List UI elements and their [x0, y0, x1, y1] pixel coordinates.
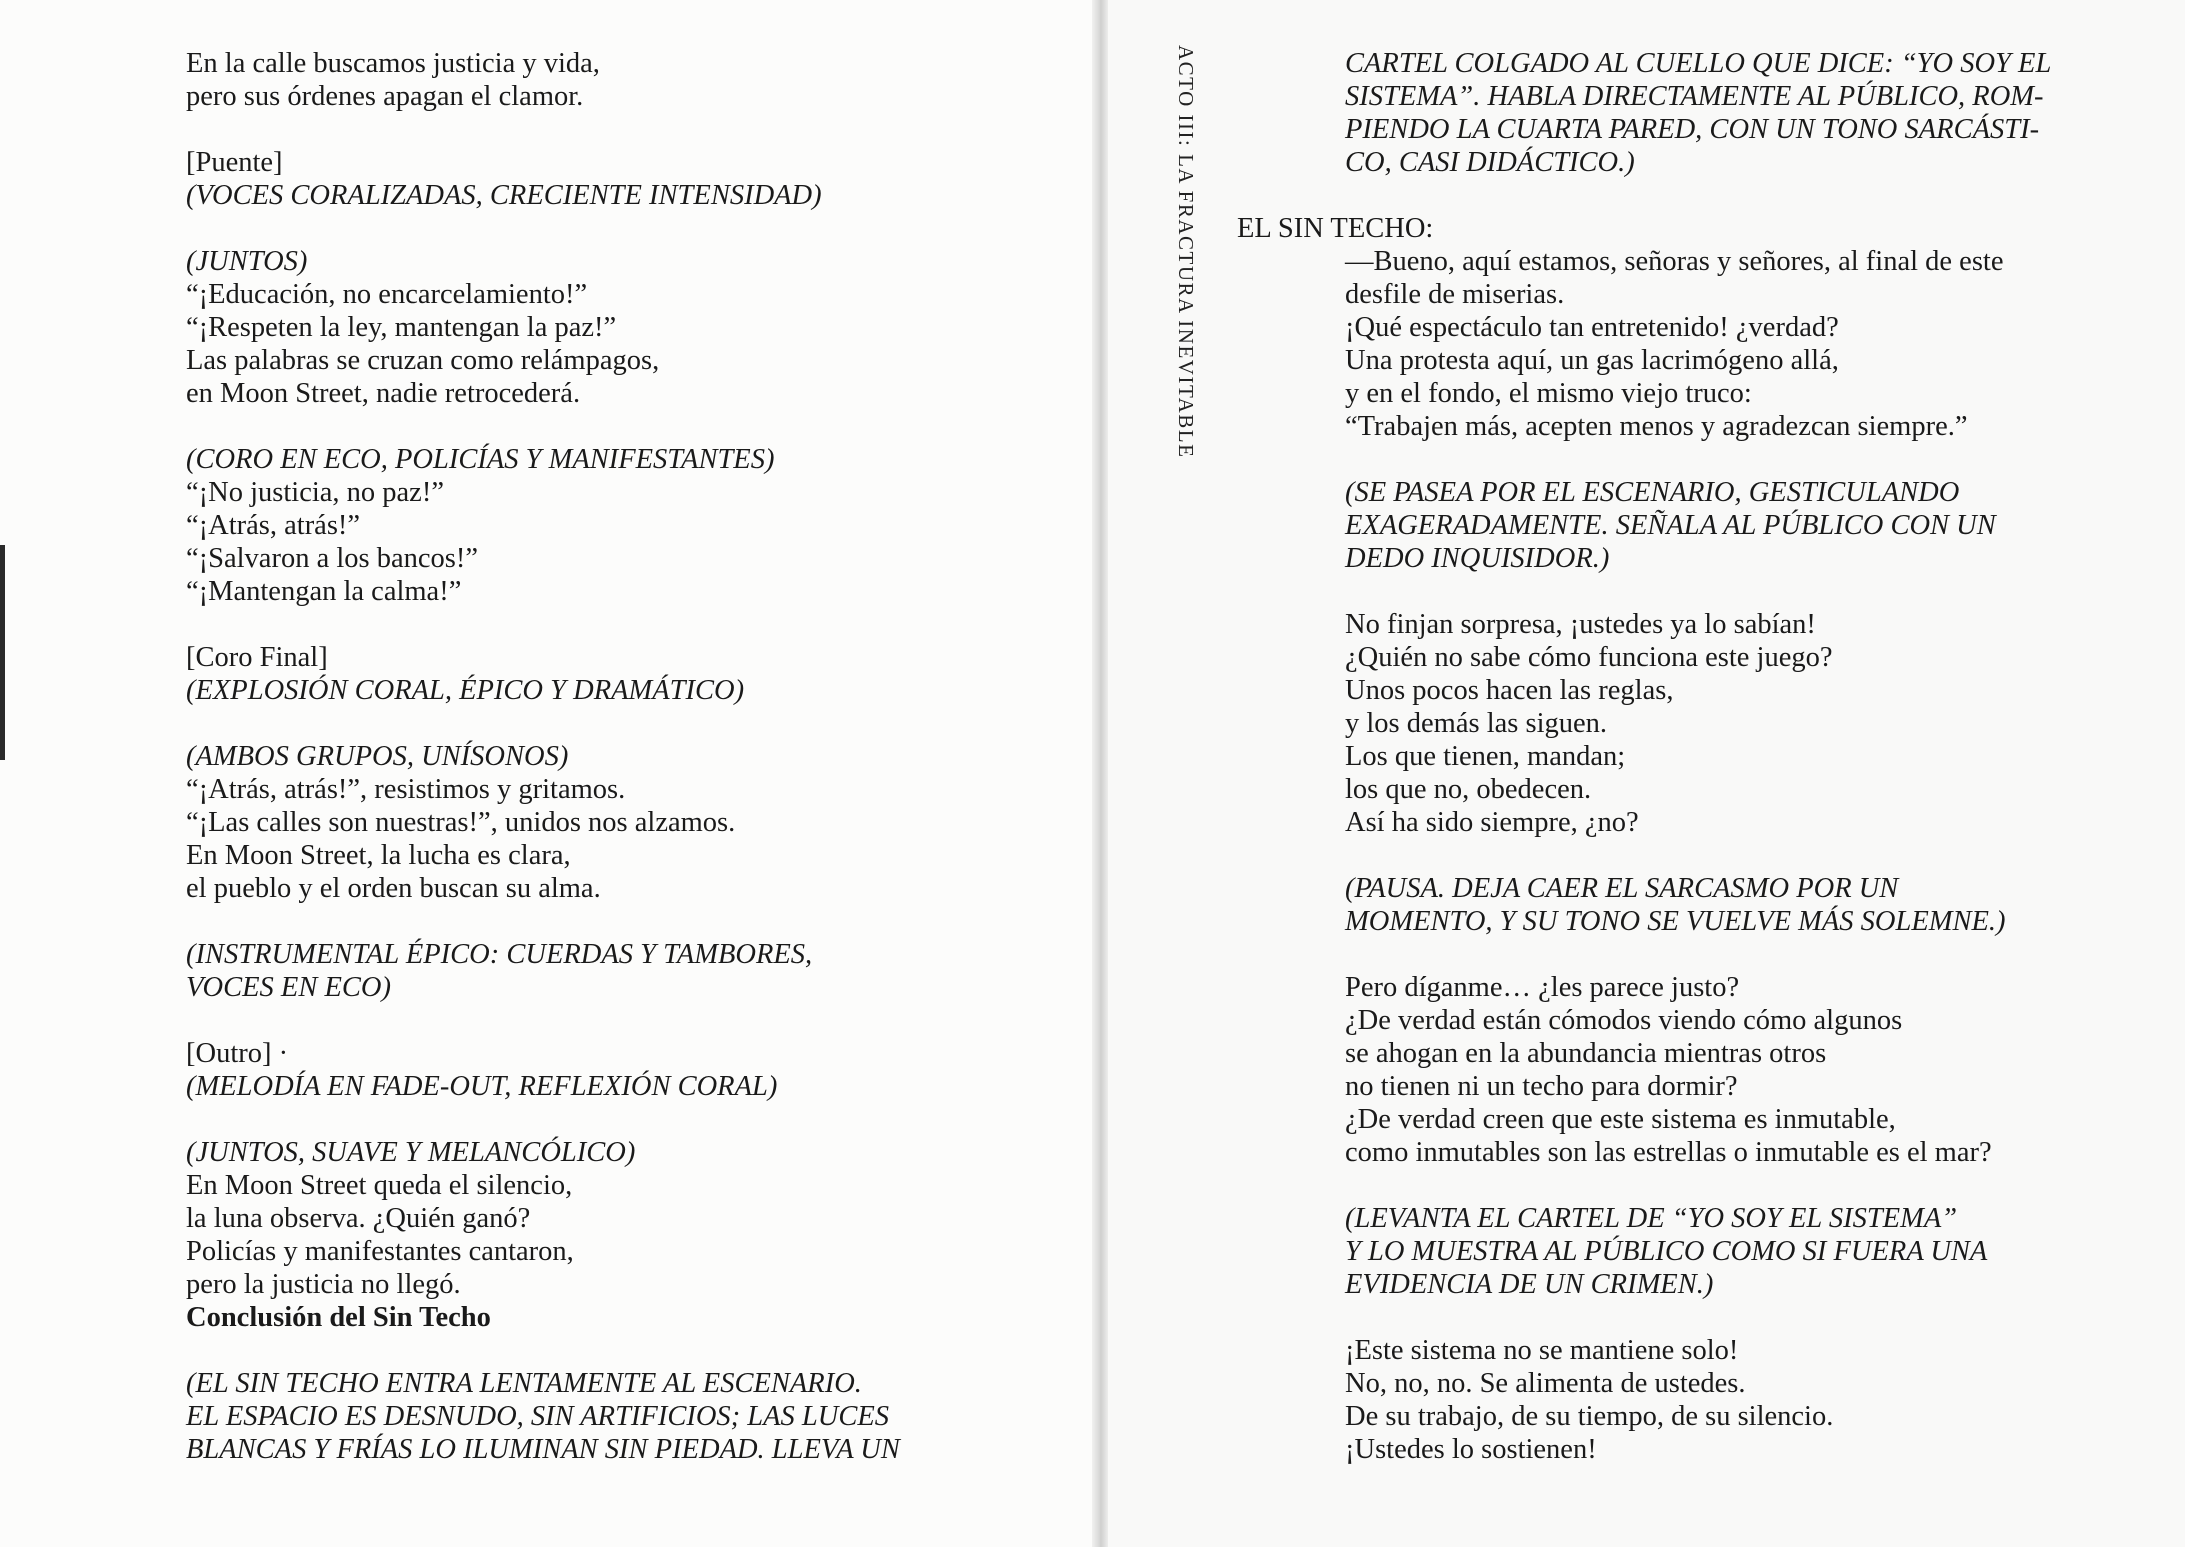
right-verse-line: no tienen ni un techo para dormir? [1345, 1071, 1738, 1102]
left-verse-line: En Moon Street, la lucha es clara, [186, 840, 571, 871]
left-stage-direction-line: (JUNTOS) [186, 246, 308, 277]
right-verse-line: los que no, obedecen. [1345, 774, 1592, 805]
left-stage-direction-line: EL ESPACIO ES DESNUDO, SIN ARTIFICIOS; LAS LUCES [186, 1401, 890, 1432]
stanza-gap [1345, 938, 2135, 971]
left-text-column [186, 47, 1046, 1466]
left-section-heading: Conclusión del Sin Techo [186, 1302, 491, 1333]
left-verse-line: [Puente] [186, 147, 283, 178]
left-stage-direction-line: (INSTRUMENTAL ÉPICO: CUERDAS Y TAMBORES, [186, 939, 813, 970]
stanza-gap [186, 1004, 1046, 1037]
right-verse-line: ¿Quién no sabe cómo funciona este juego? [1345, 642, 1833, 673]
left-verse-line: “¡No justicia, no paz!” [186, 477, 444, 508]
right-verse-line: ¡Ustedes lo sostienen! [1345, 1434, 1597, 1465]
left-stage-direction-line: VOCES EN ECO) [186, 972, 391, 1003]
left-verse-line: “¡Educación, no encarcelamiento!” [186, 279, 588, 310]
right-stage-direction-line: Y LO MUESTRA AL PÚBLICO COMO SI FUERA UNA [1345, 1236, 1988, 1267]
right-verse-line: Los que tienen, mandan; [1345, 741, 1626, 772]
right-verse-line: De su trabajo, de su tiempo, de su silencio. [1345, 1401, 1834, 1432]
right-verse-line: y los demás las siguen. [1345, 708, 1608, 739]
stanza-gap [1345, 179, 2135, 212]
left-stage-direction-line: (AMBOS GRUPOS, UNÍSONOS) [186, 741, 569, 772]
stanza-gap [186, 608, 1046, 641]
left-verse-line: pero la justicia no llegó. [186, 1269, 461, 1300]
left-verse-line: “¡Respeten la ley, mantengan la paz!” [186, 312, 617, 343]
stanza-gap [186, 707, 1046, 740]
stanza-gap [186, 113, 1046, 146]
left-verse-line: “¡Salvaron a los bancos!” [186, 543, 479, 574]
left-verse-line: En Moon Street queda el silencio, [186, 1170, 573, 1201]
right-verse-line: se ahogan en la abundancia mientras otros [1345, 1038, 1827, 1069]
right-verse-line: —Bueno, aquí estamos, señoras y señores, al final de este [1345, 246, 2004, 277]
right-stage-direction-line: (SE PASEA POR EL ESCENARIO, GESTICULANDO [1345, 477, 1960, 508]
right-verse-line: No finjan sorpresa, ¡ustedes ya lo sabían! [1345, 609, 1816, 640]
right-verse-line: desfile de miserias. [1345, 279, 1565, 310]
stanza-gap [186, 905, 1046, 938]
right-stage-direction-line: CO, CASI DIDÁCTICO.) [1345, 147, 1635, 178]
stanza-gap [186, 1334, 1046, 1367]
stanza-gap [1345, 839, 2135, 872]
left-stage-direction-line: (CORO EN ECO, POLICÍAS Y MANIFESTANTES) [186, 444, 775, 475]
left-stage-direction-line: (EXPLOSIÓN CORAL, ÉPICO Y DRAMÁTICO) [186, 675, 745, 706]
left-stage-direction-line: (MELODÍA EN FADE-OUT, REFLEXIÓN CORAL) [186, 1071, 778, 1102]
right-verse-line: y en el fondo, el mismo viejo truco: [1345, 378, 1752, 409]
right-verse-line: Una protesta aquí, un gas lacrimógeno allá, [1345, 345, 1839, 376]
stanza-gap [186, 410, 1046, 443]
left-verse-line: Policías y manifestantes cantaron, [186, 1236, 574, 1267]
left-verse-line: “¡Las calles son nuestras!”, unidos nos alzamos. [186, 807, 736, 838]
stanza-gap [1345, 1169, 2135, 1202]
left-verse-line: En la calle buscamos justicia y vida, [186, 48, 600, 79]
left-verse-line: [Coro Final] [186, 642, 328, 673]
right-verse-line: Unos pocos hacen las reglas, [1345, 675, 1674, 706]
left-verse-line: “¡Atrás, atrás!” [186, 510, 361, 541]
page-edge-mark [0, 545, 5, 760]
right-stage-direction-line: PIENDO LA CUARTA PARED, CON UN TONO SARCÁSTI- [1345, 114, 2040, 145]
right-verse-line: ¡Este sistema no se mantiene solo! [1345, 1335, 1739, 1366]
right-text-column [1237, 47, 2135, 1466]
right-stage-direction-line: SISTEMA”. HABLA DIRECTAMENTE AL PÚBLICO, ROM- [1345, 81, 2044, 112]
right-stage-direction-line: MOMENTO, Y SU TONO SE VUELVE MÁS SOLEMNE.) [1345, 906, 2006, 937]
left-stage-direction-line: (EL SIN TECHO ENTRA LENTAMENTE AL ESCENARIO. [186, 1368, 862, 1399]
right-speaker-name: EL SIN TECHO: [1237, 213, 1434, 244]
left-verse-line: el pueblo y el orden buscan su alma. [186, 873, 601, 904]
right-verse-line: ¿De verdad creen que este sistema es inmutable, [1345, 1104, 1896, 1135]
right-stage-direction-line: EVIDENCIA DE UN CRIMEN.) [1345, 1269, 1714, 1300]
stanza-gap [186, 212, 1046, 245]
right-verse-line: ¡Qué espectáculo tan entretenido! ¿verdad? [1345, 312, 1839, 343]
left-verse-line: “¡Mantengan la calma!” [186, 576, 462, 607]
left-verse-line: [Outro] · [186, 1038, 289, 1069]
stanza-gap [1345, 1301, 2135, 1334]
right-verse-line: Pero díganme… ¿les parece justo? [1345, 972, 1740, 1003]
stanza-gap [1345, 443, 2135, 476]
left-verse-line: “¡Atrás, atrás!”, resistimos y gritamos. [186, 774, 626, 805]
book-gutter [1092, 0, 1108, 1547]
right-stage-direction-line: CARTEL COLGADO AL CUELLO QUE DICE: “YO SOY EL [1345, 48, 2052, 79]
left-verse-line: la luna observa. ¿Quién ganó? [186, 1203, 531, 1234]
right-stage-direction-line: (LEVANTA EL CARTEL DE “YO SOY EL SISTEMA” [1345, 1203, 1958, 1234]
running-head: ACTO III: LA FRACTURA INEVITABLE [1174, 45, 1198, 459]
right-verse-line: “Trabajen más, acepten menos y agradezcan siempre.” [1345, 411, 1968, 442]
left-stage-direction-line: (VOCES CORALIZADAS, CRECIENTE INTENSIDAD) [186, 180, 822, 211]
right-verse-line: Así ha sido siempre, ¿no? [1345, 807, 1639, 838]
right-stage-direction-line: DEDO INQUISIDOR.) [1345, 543, 1610, 574]
stanza-gap [1345, 575, 2135, 608]
right-stage-direction-line: (PAUSA. DEJA CAER EL SARCASMO POR UN [1345, 873, 1899, 904]
left-verse-line: pero sus órdenes apagan el clamor. [186, 81, 584, 112]
right-verse-line: ¿De verdad están cómodos viendo cómo algunos [1345, 1005, 1903, 1036]
left-stage-direction-line: BLANCAS Y FRÍAS LO ILUMINAN SIN PIEDAD. LLEVA UN [186, 1434, 900, 1465]
right-stage-direction-line: EXAGERADAMENTE. SEÑALA AL PÚBLICO CON UN [1345, 510, 1996, 541]
left-stage-direction-line: (JUNTOS, SUAVE Y MELANCÓLICO) [186, 1137, 636, 1168]
stanza-gap [186, 1103, 1046, 1136]
right-verse-line: como inmutables son las estrellas o inmutable es el mar? [1345, 1137, 1992, 1168]
left-verse-line: Las palabras se cruzan como relámpagos, [186, 345, 660, 376]
left-verse-line: en Moon Street, nadie retrocederá. [186, 378, 581, 409]
right-verse-line: No, no, no. Se alimenta de ustedes. [1345, 1368, 1746, 1399]
